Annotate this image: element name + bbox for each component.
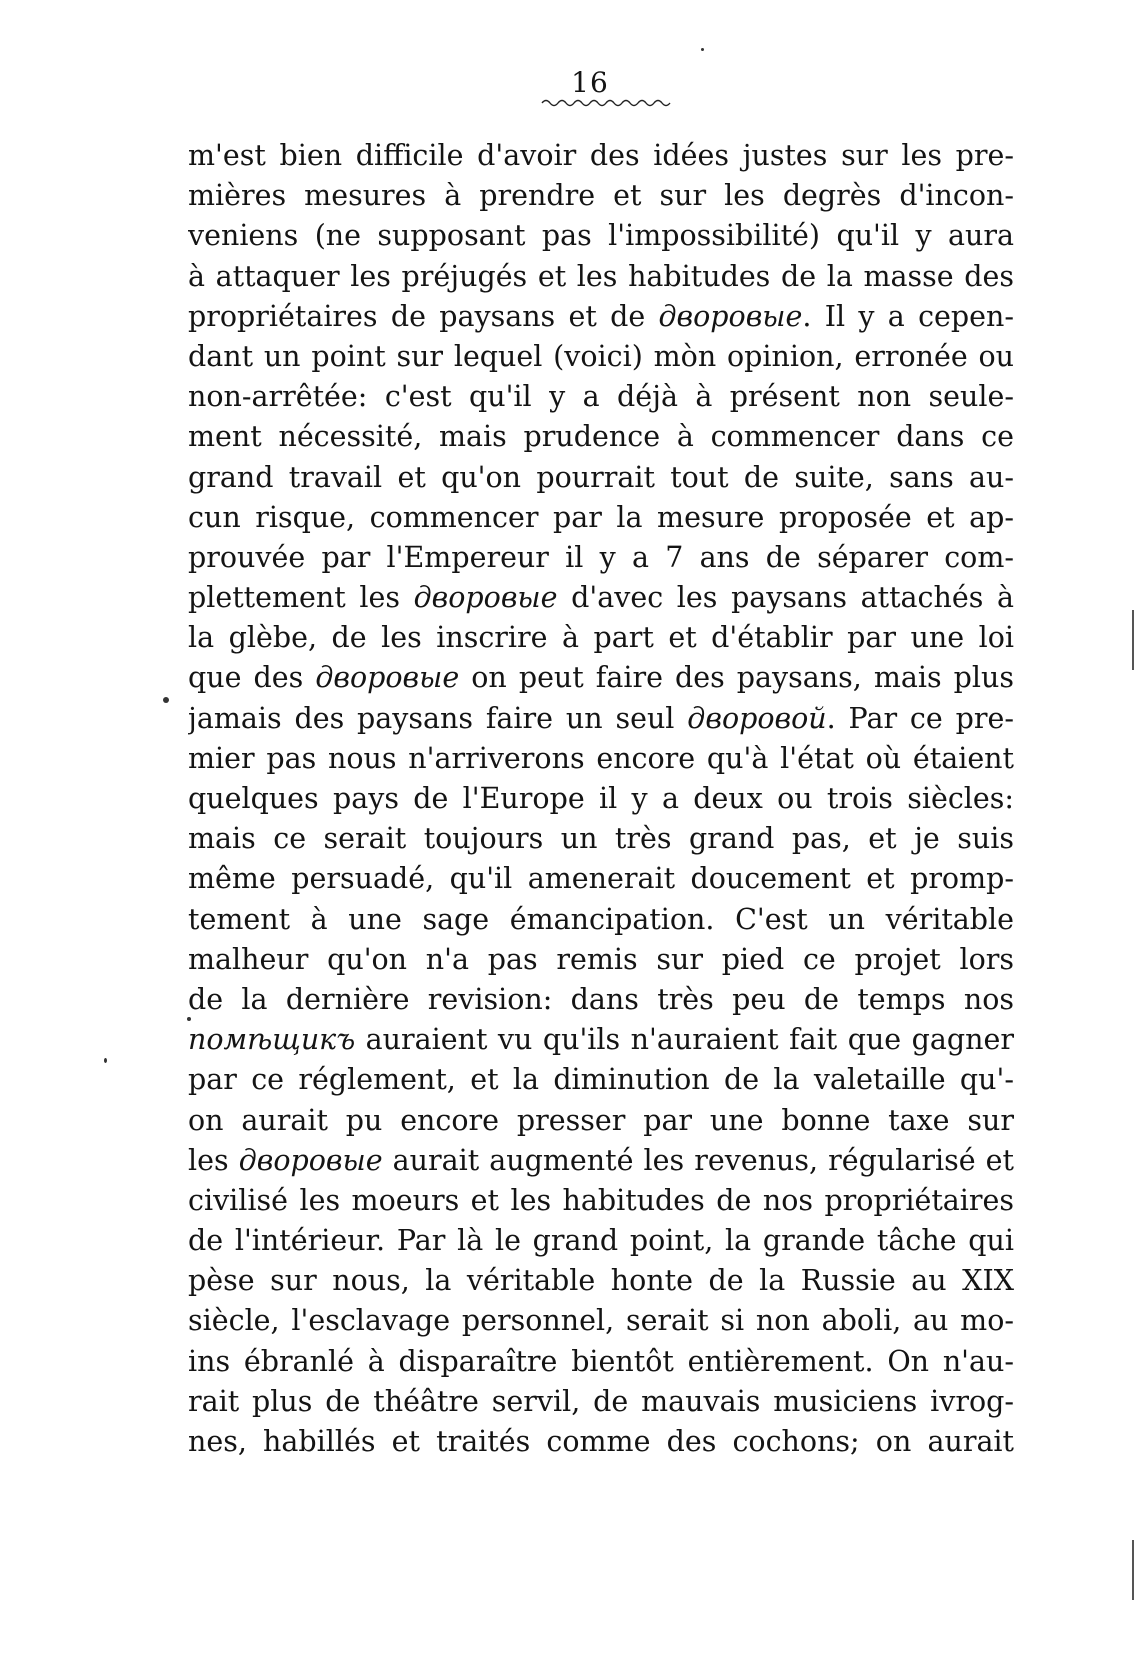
line-segment: ins ébranlé à disparaître bientôt entièrement. On n'au- [188, 1344, 1014, 1378]
line-segment: propriétaires de paysans et de [188, 299, 659, 333]
text-line [188, 819, 1014, 859]
line-segment: de l'intérieur. Par là le grand point, la grande tâche qui [188, 1224, 1014, 1258]
line-segment: auraient vu qu'ils n'auraient fait que gagner [355, 1023, 1014, 1057]
text-line [188, 538, 1014, 578]
line-segment: civilisé les moeurs et les habitudes de nos propriétaires [188, 1183, 1014, 1217]
text-line [188, 297, 1014, 337]
body-text [188, 136, 1014, 1462]
text-line [188, 377, 1014, 417]
text-line [188, 1342, 1014, 1382]
line-segment: mier pas nous n'arriverons encore qu'à l'état où étaient [188, 741, 1014, 775]
line-segment: m'est bien difficile d'avoir des idées justes sur les pre- [188, 139, 1014, 172]
scan-edge-mark [1132, 1540, 1134, 1600]
text-line [188, 337, 1014, 377]
text-line [188, 176, 1014, 216]
page-number: 16 [571, 66, 609, 99]
text-line [188, 618, 1014, 658]
text-line [188, 1101, 1014, 1141]
line-segment: dant un point sur lequel (voici) mòn opinion, erronée ou [188, 339, 1014, 373]
line-segment: d'avec les paysans attachés à [557, 581, 1014, 615]
scan-edge-mark [1132, 610, 1134, 670]
russian-term: дворовые [238, 1143, 383, 1177]
text-line [188, 900, 1014, 940]
wavy-rule-ornament [540, 96, 680, 110]
russian-term: помѣщикъ [188, 1023, 356, 1057]
text-line [188, 940, 1014, 980]
text-line [188, 417, 1014, 457]
text-line [188, 498, 1014, 538]
line-segment: non-arrêtée: c'est qu'il y a déjà à présent non seule- [188, 380, 1014, 414]
russian-term: дворовые [315, 661, 460, 695]
text-line [188, 1060, 1014, 1100]
text-line [188, 216, 1014, 256]
russian-term: дворовые [413, 581, 558, 615]
line-segment: ment nécessité, mais prudence à commencer dans ce [188, 420, 1014, 454]
text-line [188, 859, 1014, 899]
line-segment: malheur qu'on n'a pas remis sur pied ce projet lors [188, 942, 1014, 976]
line-segment: grand travail et qu'on pourrait tout de suite, sans au- [188, 460, 1014, 494]
text-line [188, 699, 1014, 739]
text-line [188, 257, 1014, 297]
print-speck [701, 48, 704, 51]
text-line [188, 1382, 1014, 1422]
text-line [188, 980, 1014, 1020]
line-segment: mières mesures à prendre et sur les degrès d'incon- [188, 179, 1014, 213]
text-line [188, 1422, 1014, 1462]
line-segment: de la dernière revision: dans très peu de temps nos [188, 982, 1014, 1016]
line-segment: par ce réglement, et la diminution de la valetaille qu'- [188, 1063, 1014, 1097]
text-line [188, 739, 1014, 779]
line-segment: même persuadé, qu'il amenerait doucement et promp- [188, 862, 1014, 896]
print-speck [104, 1058, 107, 1063]
line-segment: à attaquer les préjugés et les habitudes de la masse des [188, 259, 1014, 293]
line-segment: que des [188, 661, 316, 695]
text-line [188, 1261, 1014, 1301]
line-segment: veniens (ne supposant pas l'impossibilité) qu'il y aura [188, 219, 1014, 253]
line-segment: cun risque, commencer par la mesure proposée et ap- [188, 500, 1014, 534]
text-line [188, 658, 1014, 698]
line-segment: prouvée par l'Empereur il y a 7 ans de séparer com- [188, 540, 1014, 574]
text-line [188, 1221, 1014, 1261]
text-line [188, 1020, 1014, 1060]
text-line [188, 1181, 1014, 1221]
line-segment: quelques pays de l'Europe il y a deux ou trois siècles: [188, 782, 1014, 815]
line-segment: jamais des paysans faire un seul [188, 701, 688, 735]
print-speck [187, 1017, 191, 1021]
text-line [188, 458, 1014, 498]
line-segment: . Il y a cepen- [802, 299, 1014, 333]
line-segment: tement à une sage émancipation. C'est un véritable [188, 902, 1014, 936]
russian-term: дворовые [658, 299, 803, 333]
line-segment: pèse sur nous, la véritable honte de la Russie au XIX [188, 1264, 1014, 1298]
line-segment: siècle, l'esclavage personnel, serait si non aboli, au mo- [188, 1304, 1014, 1338]
text-line [188, 1141, 1014, 1181]
line-segment: rait plus de théâtre servil, de mauvais musiciens ivrog- [188, 1384, 1014, 1418]
text-line [188, 779, 1014, 819]
line-segment: la glèbe, de les inscrire à part et d'établir par une loi [188, 621, 1014, 655]
line-segment: on aurait pu encore presser par une bonne taxe sur [188, 1103, 1014, 1137]
line-segment: on peut faire des paysans, mais plus [459, 661, 1014, 695]
line-segment: mais ce serait toujours un très grand pas, et je suis [188, 822, 1014, 856]
russian-term: дворовой [687, 701, 827, 735]
line-segment: aurait augmenté les revenus, régularisé et [382, 1143, 1014, 1177]
text-line [188, 578, 1014, 618]
line-segment: . Par ce pre- [826, 701, 1014, 735]
text-line [188, 1301, 1014, 1341]
print-speck [163, 697, 169, 703]
line-segment: nes, habillés et traités comme des cochons; on aurait [188, 1425, 1014, 1458]
line-segment: les [188, 1143, 239, 1177]
line-segment: plettement les [188, 581, 414, 615]
text-line [188, 136, 1014, 176]
